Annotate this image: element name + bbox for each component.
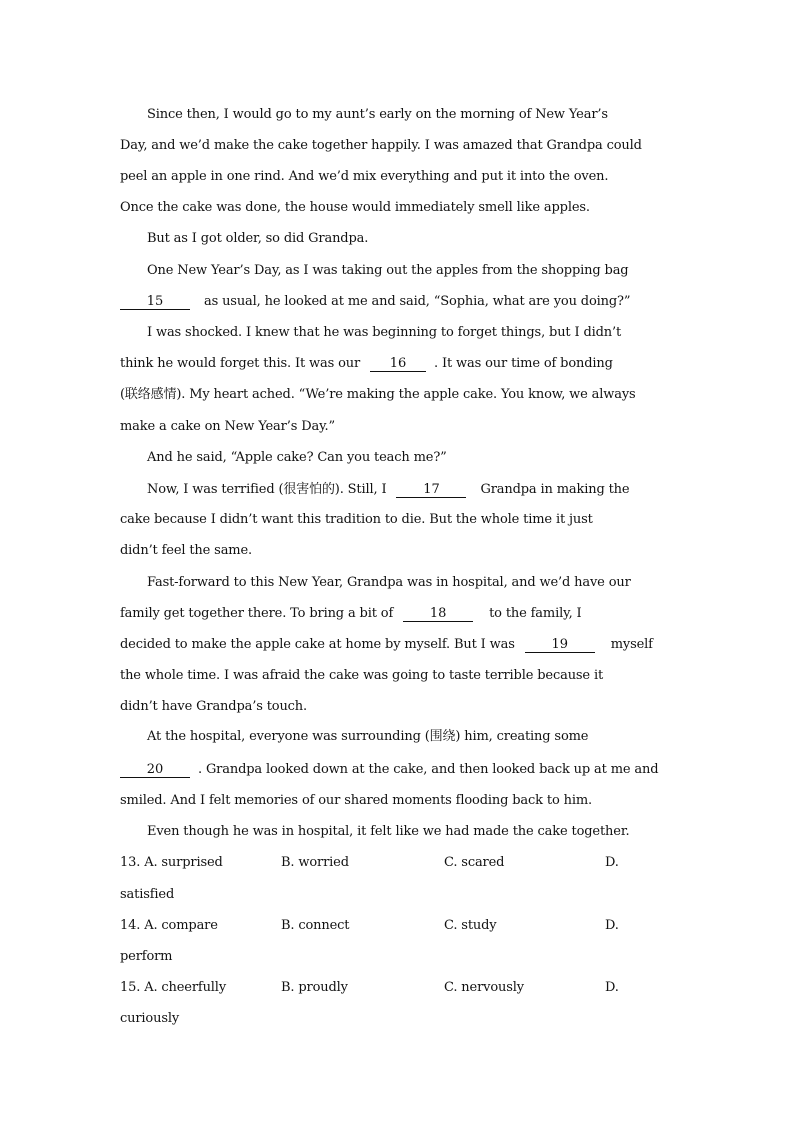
paragraph-text: decided to make the apple cake at home by myself. But I was [120,637,515,652]
paragraph-line [120,605,676,623]
paragraph-line: didn’t feel the same. [120,543,252,558]
paragraph-line: Once the cake was done, the house would immediately smell like apples. [120,200,590,215]
paragraph-line: cake because I didn’t want this tradition to die. But the whole time it just [120,512,593,527]
option-a[interactable]: 15. A. cheerfully [120,980,227,995]
paragraph-line: the whole time. I was afraid the cake was going to taste terrible because it [120,668,604,683]
option-d-letter[interactable]: D. [605,980,619,995]
paragraph-text: Grandpa in making the [480,482,630,497]
paragraph-line [120,636,676,654]
option-c[interactable]: C. nervously [444,980,524,995]
answer-blank-19[interactable]: 19 [525,637,595,653]
option-d-text[interactable]: curiously [120,1011,180,1026]
option-b[interactable]: B. proudly [281,980,348,995]
paragraph-line: make a cake on New Year’s Day.” [120,419,336,434]
paragraph-text: . Grandpa looked down at the cake, and then looked back up at me and [197,762,659,777]
option-d-letter[interactable]: D. [605,918,619,933]
paragraph-line [120,355,676,373]
paragraph-text: to the family, I [489,606,582,621]
paragraph-line: peel an apple in one rind. And we’d mix everything and put it into the oven. [120,169,609,184]
question-14 [120,917,676,935]
paragraph-line: At the hospital, everyone was surrounding (围绕) him, creating some [147,729,589,744]
question-15 [120,979,676,997]
answer-blank-18[interactable]: 18 [403,606,473,622]
question-13 [120,854,676,872]
paragraph-line: Day, and we’d make the cake together happily. I was amazed that Grandpa could [120,138,642,153]
paragraph-line [147,481,676,499]
option-b[interactable]: B. worried [281,855,349,870]
paragraph-line: Since then, I would go to my aunt’s early on the morning of New Year’s [147,107,608,122]
paragraph-text: as usual, he looked at me and said, “Sophia, what are you doing?” [203,294,631,309]
answer-blank-20[interactable]: 20 [120,762,190,778]
answer-blank-17[interactable]: 17 [396,482,466,498]
paragraph-line: But as I got older, so did Grandpa. [147,231,369,246]
paragraph-line: Fast-forward to this New Year, Grandpa was in hospital, and we’d have our [147,575,631,590]
option-d-letter[interactable]: D. [605,855,619,870]
paragraph-line: And he said, “Apple cake? Can you teach me?” [147,450,447,465]
option-a[interactable]: 14. A. compare [120,918,218,933]
paragraph-line: didn’t have Grandpa’s touch. [120,699,308,714]
option-c[interactable]: C. scared [444,855,505,870]
option-a[interactable]: 13. A. surprised [120,855,223,870]
paragraph-text: think he would forget this. It was our [120,356,361,371]
paragraph-text: . It was our time of bonding [434,356,613,371]
paragraph-line: I was shocked. I knew that he was beginning to forget things, but I didn’t [147,325,622,340]
paragraph-line [120,761,676,779]
option-b[interactable]: B. connect [281,918,350,933]
paragraph-line: smiled. And I felt memories of our shared moments flooding back to him. [120,793,593,808]
option-c[interactable]: C. study [444,918,497,933]
option-d-text[interactable]: satisfied [120,887,175,902]
answer-blank-15[interactable]: 15 [120,294,190,310]
option-d-text[interactable]: perform [120,949,173,964]
paragraph-text: family get together there. To bring a bit of [120,606,394,621]
paragraph-line [120,293,676,311]
paragraph-line: Even though he was in hospital, it felt like we had made the cake together. [147,824,630,839]
paragraph-text: Now, I was terrified (很害怕的). Still, I [147,482,387,497]
paragraph-text: myself [610,637,653,652]
paragraph-line: (联络感情). My heart ached. “We’re making the apple cake. You know, we always [120,387,636,402]
paragraph-line: One New Year’s Day, as I was taking out the apples from the shopping bag [147,263,629,278]
answer-blank-16[interactable]: 16 [370,356,426,372]
